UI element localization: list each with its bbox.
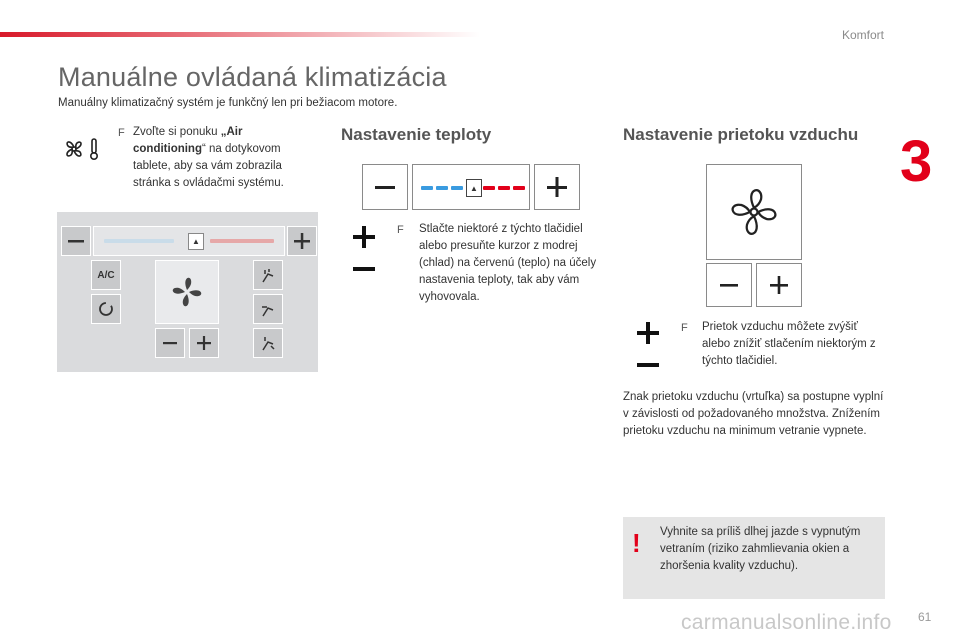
bullet-marker: F bbox=[681, 322, 688, 334]
fan-plus-example bbox=[756, 263, 802, 307]
fan-minus-example bbox=[706, 263, 752, 307]
plus-minus-icon bbox=[351, 226, 377, 276]
temperature-heading: Nastavenie teploty bbox=[341, 125, 492, 144]
chapter-number: 3 bbox=[900, 129, 933, 194]
watermark: carmanualsonline.info bbox=[681, 611, 892, 634]
air-direction-icon bbox=[259, 266, 277, 284]
minus-icon bbox=[162, 335, 178, 351]
air-direction-windscreen-button[interactable] bbox=[253, 260, 283, 290]
temp-minus-button[interactable] bbox=[61, 226, 91, 256]
minus-icon bbox=[374, 176, 396, 198]
climate-menu-icon bbox=[62, 136, 102, 167]
header-accent-bar bbox=[0, 32, 480, 37]
fan-thermometer-icon bbox=[62, 136, 102, 162]
fan-display bbox=[155, 260, 219, 324]
cold-segment bbox=[451, 186, 463, 190]
plus-icon bbox=[769, 275, 789, 295]
fan-display-example bbox=[706, 164, 802, 260]
cold-segment bbox=[421, 186, 433, 190]
air-direction-icon bbox=[259, 300, 277, 318]
minus-icon bbox=[67, 232, 85, 250]
hot-segment bbox=[483, 186, 495, 190]
page-subtitle: Manuálny klimatizačný systém je funkčný len pri bežiacom motore. bbox=[58, 97, 398, 109]
plus-minus-icon bbox=[635, 322, 661, 372]
recirculation-button[interactable] bbox=[91, 294, 121, 324]
fan-icon bbox=[726, 184, 782, 240]
plus-icon bbox=[196, 335, 212, 351]
temperature-text: Stlačte niektoré z týchto tlačidiel alebo presuňte kurzor z modrej (chlad) na červenú (teplo) na účely nastavenia teploty, tak aby vám vyhovovala. bbox=[419, 223, 597, 303]
temp-slider-example bbox=[412, 164, 530, 210]
fan-plus-button[interactable] bbox=[189, 328, 219, 358]
airflow-heading: Nastavenie prietoku vzduchu bbox=[623, 125, 859, 144]
temp-plus-button[interactable] bbox=[287, 226, 317, 256]
climate-control-panel bbox=[57, 212, 318, 372]
ac-button[interactable]: A/C bbox=[91, 260, 121, 290]
fan-minus-button[interactable] bbox=[155, 328, 185, 358]
hot-segment bbox=[513, 186, 525, 190]
instruction-bold: „Air conditioning bbox=[133, 126, 243, 155]
plus-icon bbox=[293, 232, 311, 250]
slider-hot-section bbox=[210, 239, 274, 243]
airflow-text: Prietok vzduchu môžete zvýšiť alebo znížiť stlačením niektorým z týchto tlačidiel. bbox=[702, 321, 876, 367]
airflow-note: Znak prietoku vzduchu (vrtuľka) sa postupne vyplní v závislosti od požadovaného množstva. Znížením prietoku vzduchu na minimum vetranie vypnete. bbox=[623, 391, 884, 437]
instruction-post: “ na dotykovom tablete, aby sa vám zobrazila stránka s ovládačmi systému. bbox=[133, 143, 284, 189]
slider-cursor[interactable]: ▲ bbox=[188, 233, 204, 250]
temp-plus-example bbox=[534, 164, 580, 210]
page-title: Manuálne ovládaná klimatizácia bbox=[58, 62, 447, 92]
fan-icon bbox=[167, 272, 207, 312]
bullet-marker: F bbox=[118, 127, 125, 139]
cold-segment bbox=[436, 186, 448, 190]
air-direction-face-button[interactable] bbox=[253, 294, 283, 324]
slider-cursor-icon: ▲ bbox=[466, 179, 482, 197]
bullet-marker: F bbox=[397, 224, 404, 236]
temperature-slider[interactable] bbox=[93, 226, 285, 256]
menu-instruction-text bbox=[133, 124, 308, 192]
air-direction-icon bbox=[259, 334, 277, 352]
recirculation-icon bbox=[96, 299, 116, 319]
slider-cold-section bbox=[104, 239, 174, 243]
hot-segment bbox=[498, 186, 510, 190]
minus-icon bbox=[719, 275, 739, 295]
warning-text: Vyhnite sa príliš dlhej jazde s vypnutým vetraním (riziko zahmlievania okien a zhoršenia kvality vzduchu). bbox=[660, 526, 861, 572]
instruction-pre: Zvoľte si ponuku bbox=[133, 126, 221, 138]
warning-icon: ! bbox=[632, 528, 641, 558]
section-label: Komfort bbox=[841, 28, 884, 42]
plus-icon bbox=[546, 176, 568, 198]
page-number: 61 bbox=[918, 610, 932, 624]
temp-minus-example bbox=[362, 164, 408, 210]
air-direction-feet-button[interactable] bbox=[253, 328, 283, 358]
